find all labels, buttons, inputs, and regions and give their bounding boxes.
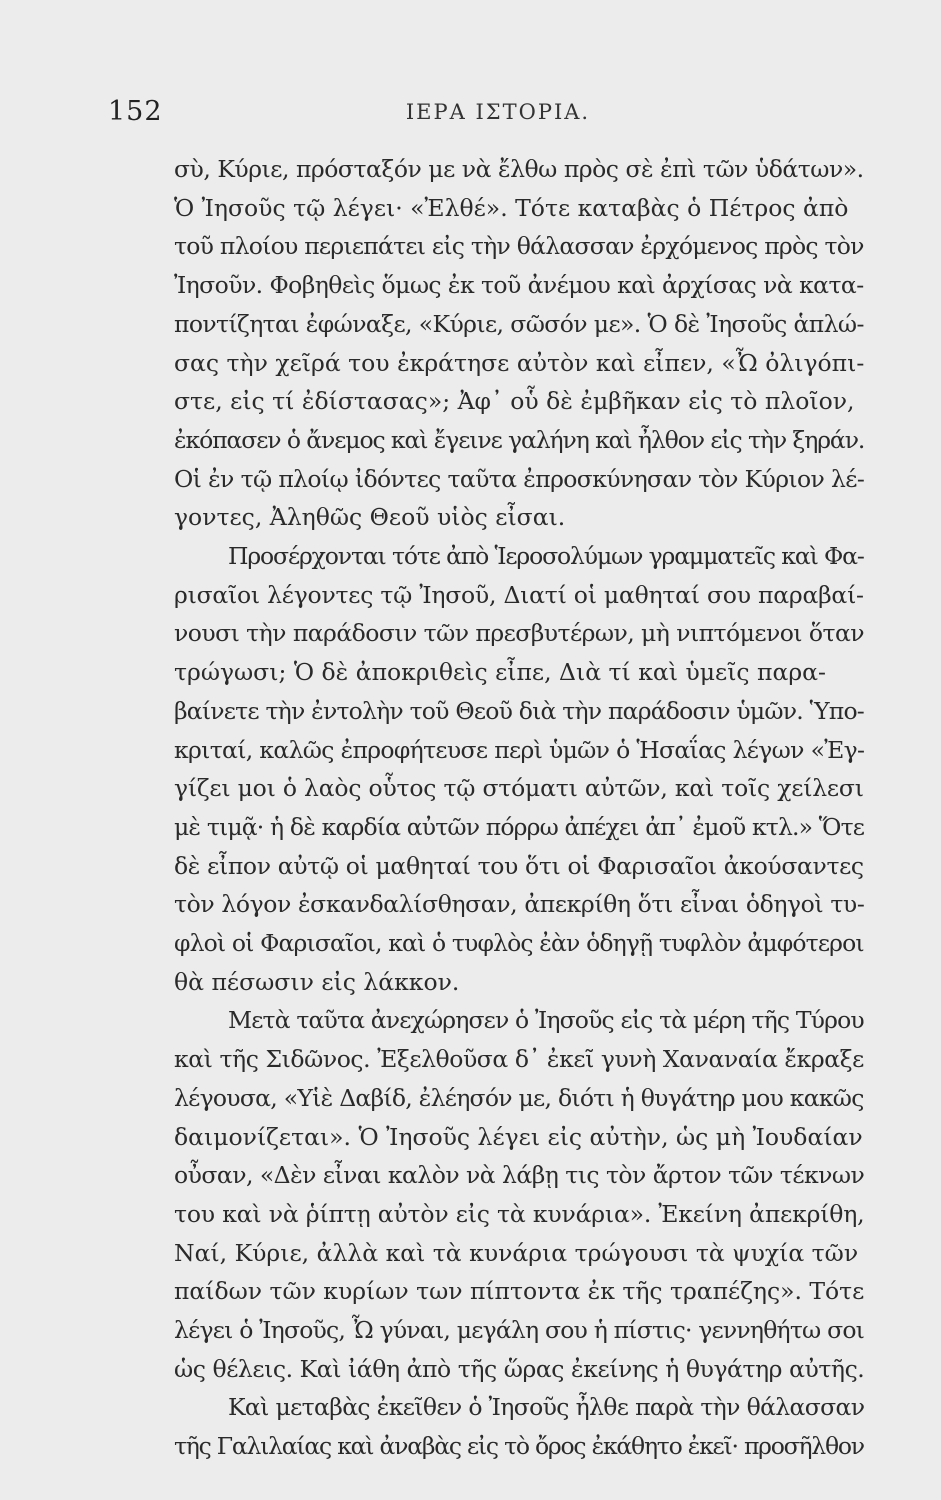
text-line: στε, εἰς τί ἐδίστασας»; Ἀφ᾽ οὗ δὲ ἐμβῆκαν εἰς τὸ πλοῖον, <box>174 387 855 416</box>
text-line: Ὁ Ἰησοῦς τῷ λέγει· «Ἐλθέ». Τότε καταβὰς ὁ Πέτρος ἀπὸ <box>174 193 849 222</box>
text-line: οὖσαν, «Δὲν εἶναι καλὸν νὰ λάβῃ τις τὸν ἄρτον τῶν τέκνων <box>174 1161 865 1190</box>
text-line: παίδων τῶν κυρίων των πίπτοντα ἐκ τῆς τραπέζης». Τότε <box>174 1277 865 1306</box>
text-line: τὸν λόγον ἐσκανδαλίσθησαν, ἀπεκρίθη ὅτι εἶναι ὁδηγοὶ τυ- <box>174 890 865 919</box>
text-line: καὶ τῆς Σιδῶνος. Ἐξελθοῦσα δ᾽ ἐκεῖ γυνὴ Χαναναία ἔκραξε <box>174 1045 864 1074</box>
text-line: φλοὶ οἱ Φαρισαῖοι, καὶ ὁ τυφλὸς ἐὰν ὁδηγῇ τυφλὸν ἀμφότεροι <box>174 929 864 957</box>
text-line: ρισαῖοι λέγοντες τῷ Ἰησοῦ, Διατί οἱ μαθηταί σου παραβαί- <box>174 580 864 609</box>
text-line: μὲ τιμᾷ· ἡ δὲ καρδία αὐτῶν πόρρω ἀπέχει ἀπ᾽ ἐμοῦ κτλ.» Ὅτε <box>174 812 865 841</box>
text-line: Ναί, Κύριε, ἀλλὰ καὶ τὰ κυνάρια τρώγουσι τὰ ψυχία τῶν <box>174 1238 859 1267</box>
text-line: σὺ, Κύριε, πρόσταξόν με νὰ ἔλθω πρὸς σὲ ἐπὶ τῶν ὑδάτων». <box>174 155 864 183</box>
text-line: Προσέρχονται τότε ἀπὸ Ἱεροσολύμων γραμματεῖς καὶ Φα- <box>228 542 864 570</box>
text-line: ὡς θέλεις. Καὶ ἰάθη ἀπὸ τῆς ὥρας ἐκείνης ἡ θυγάτηρ αὐτῆς. <box>174 1354 865 1383</box>
text-line: γίζει μοι ὁ λαὸς οὗτος τῷ στόματι αὐτῶν, καὶ τοῖς χείλεσι <box>174 774 864 803</box>
text-line: Μετὰ ταῦτα ἀνεχώρησεν ὁ Ἰησοῦς εἰς τὰ μέρη τῆς Τύρου <box>228 1006 864 1035</box>
text-line: γοντες, Ἀληθῶς Θεοῦ υἱὸς εἶσαι. <box>174 503 566 532</box>
text-line: θὰ πέσωσιν εἰς λάκκον. <box>174 967 460 996</box>
text-line: Ἰησοῦν. Φοβηθεὶς ὅμως ἐκ τοῦ ἀνέμου καὶ ἀρχίσας νὰ κατα- <box>174 271 864 300</box>
page-number: 152 <box>108 96 163 127</box>
running-head: ΙΕΡΑ ΙΣΤΟΡΙΑ. <box>405 100 591 124</box>
text-line: Οἱ ἐν τῷ πλοίῳ ἰδόντες ταῦτα ἐπροσκύνησαν τὸν Κύριον λέ- <box>174 464 865 493</box>
text-line: κριταί, καλῶς ἐπροφήτευσε περὶ ὑμῶν ὁ Ἡσαΐας λέγων «Ἐγ- <box>174 735 865 764</box>
text-line: ποντίζηται ἐφώναξε, «Κύριε, σῶσόν με». Ὁ δὲ Ἰησοῦς ἁπλώ- <box>174 309 864 338</box>
text-line: σας τὴν χεῖρά του ἐκράτησε αὐτὸν καὶ εἶπεν, «Ὦ ὀλιγόπι- <box>174 348 865 377</box>
text-line: λέγει ὁ Ἰησοῦς, Ὦ γύναι, μεγάλη σου ἡ πίστις· γεννηθήτω σοι <box>174 1316 865 1344</box>
text-line: τοῦ πλοίου περιεπάτει εἰς τὴν θάλασσαν ἐρχόμενος πρὸς τὸν <box>174 232 864 261</box>
text-line: του καὶ νὰ ῥίπτῃ αὐτὸν εἰς τὰ κυνάρια». Ἐκείνη ἀπεκρίθη, <box>174 1199 865 1228</box>
text-line: δὲ εἶπον αὐτῷ οἱ μαθηταί του ὅτι οἱ Φαρισαῖοι ἀκούσαντες <box>174 851 864 880</box>
page-header <box>108 96 868 136</box>
text-line: ἐκόπασεν ὁ ἄνεμος καὶ ἔγεινε γαλήνη καὶ ἦλθον εἰς τὴν ξηράν. <box>174 425 865 454</box>
body-text <box>0 150 941 1480</box>
text-line: λέγουσα, «Υἱὲ Δαβίδ, ἐλέησόν με, διότι ἡ θυγάτηρ μου κακῶς <box>174 1083 864 1112</box>
text-line: Καὶ μεταβὰς ἐκεῖθεν ὁ Ἰησοῦς ἦλθε παρὰ τὴν θάλασσαν <box>228 1393 865 1422</box>
text-line: τῆς Γαλιλαίας καὶ ἀναβὰς εἰς τὸ ὄρος ἐκάθητο ἐκεῖ· προσῆλθον <box>174 1432 864 1461</box>
text-line: νουσι τὴν παράδοσιν τῶν πρεσβυτέρων, μὴ νιπτόμενοι ὅταν <box>174 619 865 648</box>
text-line: τρώγωσι; Ὁ δὲ ἀποκριθεὶς εἶπε, Διὰ τί καὶ ὑμεῖς παρα- <box>174 658 826 687</box>
text-line: βαίνετε τὴν ἐντολὴν τοῦ Θεοῦ διὰ τὴν παράδοσιν ὑμῶν. Ὑπο- <box>174 696 864 725</box>
text-line: δαιμονίζεται». Ὁ Ἰησοῦς λέγει εἰς αὐτὴν, ὡς μὴ Ἰουδαίαν <box>174 1122 863 1151</box>
